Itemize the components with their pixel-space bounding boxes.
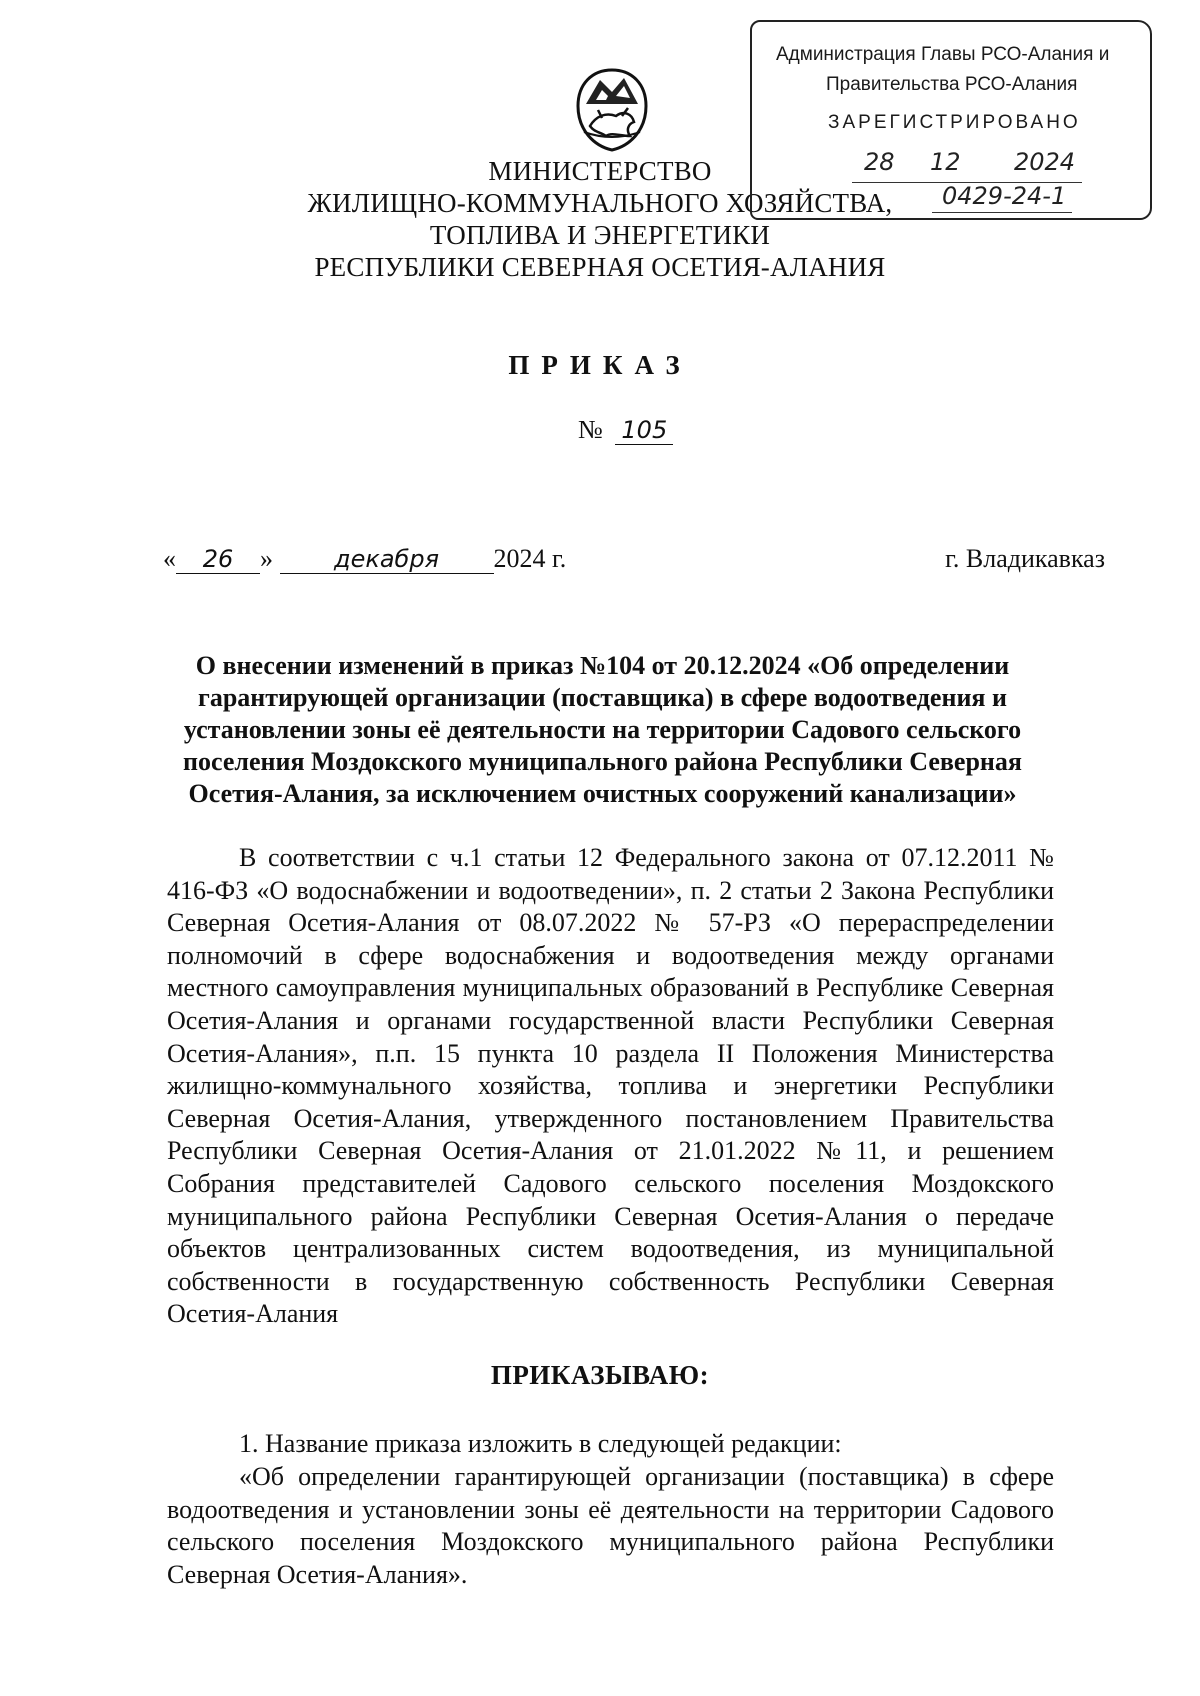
ministry-line-4: РЕСПУБЛИКИ СЕВЕРНАЯ ОСЕТИЯ-АЛАНИЯ <box>314 252 886 282</box>
ministry-line-3: ТОПЛИВА И ЭНЕРГЕТИКИ <box>429 220 771 250</box>
order-number-line <box>578 415 673 445</box>
date-close-quote: » <box>260 544 273 573</box>
item-1: 1. Название приказа изложить в следующей редакции: <box>239 1429 842 1458</box>
registration-stamp <box>750 20 1152 220</box>
item-1-text: «Об определении гарантирующей организации (поставщика) в сфере водоотведения и установлении зоны её деятельности на территории Садового сельского поселения Моздокского муниципального района Республики Северная Осетия-Алания». <box>167 1462 1054 1589</box>
preamble-paragraph: В соответствии с ч.1 статьи 12 Федерального закона от 07.12.2011 № 416-ФЗ «О водоснабжении и водоотведении», п. 2 статьи 2 Закона Республики Северная Осетия-Алания от 08.07.2022 № 57-РЗ «О перераспределении полномочий в сфере водоснабжения и водоотведения между органами местного самоуправления муниципальных образований в Республике Северная Осетия-Алания и органами государственной власти Республики Северная Осетия-Алания», п.п. 15 пункта 10 раздела II Положения Министерства жилищно-коммунального хозяйства, топлива и энергетики Республики Северная Осетия-Алания, утвержденного постановлением Правительства Республики Северная Осетия-Алания от 21.01.2022 №11, и решением Собрания представителей Садового сельского поселения Моздокского муниципального района Республики Северная Осетия-Алания о передаче объектов централизованных систем водоотведения, из муниципальной собственности в государственную собственность Республики Северная Осетия-Алания <box>167 843 1054 1329</box>
date-year: 2024 г. <box>493 544 567 573</box>
stamp-year: 2024 <box>1014 148 1076 176</box>
stamp-line-1: Администрация Главы РСО-Алания и <box>776 44 1110 65</box>
order-title: ПРИКАЗ <box>508 350 692 380</box>
stamp-day: 28 <box>864 148 895 176</box>
stamp-line-2: Правительства РСО-Алания <box>826 74 1078 95</box>
stamp-number-underline <box>932 212 1072 213</box>
ministry-line-2: ЖИЛИЩНО-КОММУНАЛЬНОГО ХОЗЯЙСТВА, <box>307 188 893 218</box>
city-name: г. Владикавказ <box>945 544 1105 573</box>
date-month: декабря <box>280 545 494 574</box>
ministry-line-1: МИНИСТЕРСТВО <box>488 156 712 186</box>
order-date-line <box>163 544 566 574</box>
date-open-quote: « <box>163 544 176 573</box>
order-subject-heading: О внесении изменений в приказ №104 от 20.12.2024 «Об определении гарантирующей организации (поставщика) в сфере водоотведения и установлении зоны её деятельности на территории Садового сельского поселения Моздокского муниципального района Республики Северная Осетия-Алания, за исключением очистных сооружений канализации» <box>183 651 1022 808</box>
stamp-reg-number: 0429-24-1 <box>942 182 1067 210</box>
decree-heading: ПРИКАЗЫВАЮ: <box>490 1360 710 1390</box>
date-day: 26 <box>176 545 260 574</box>
stamp-month: 12 <box>930 148 961 176</box>
coat-of-arms-emblem <box>572 66 652 154</box>
order-number: 105 <box>615 416 673 445</box>
stamp-registered-label: ЗАРЕГИСТРИРОВАНО <box>828 112 1081 133</box>
number-sign: № <box>578 415 603 444</box>
